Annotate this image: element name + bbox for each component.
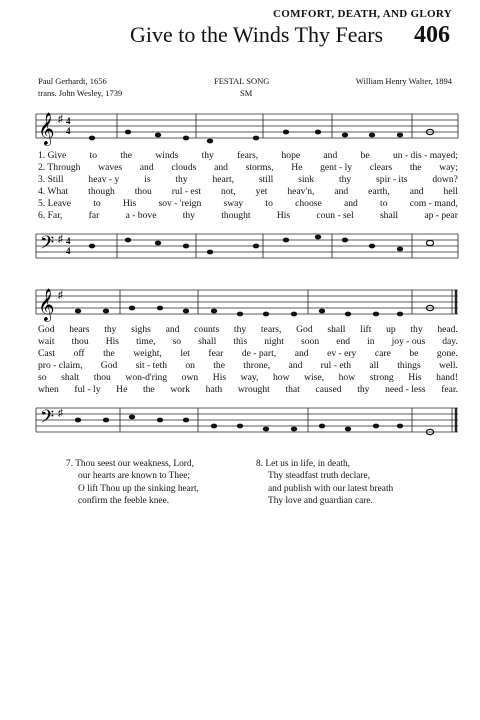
lyric-word: work xyxy=(170,384,191,395)
lyric-word: on xyxy=(185,360,195,371)
lyric-word: the xyxy=(409,162,422,173)
stanza-line: our hearts are known to Thee; xyxy=(78,471,191,482)
treble-staff-2 xyxy=(0,284,480,328)
lyric-word: won-d'ring xyxy=(125,372,168,383)
lyric-word: and xyxy=(288,360,303,371)
stanza-7 xyxy=(66,458,199,508)
section-heading: COMFORT, DEATH, AND GLORY xyxy=(273,8,452,20)
lyric-word: thy xyxy=(410,324,423,335)
lyric-word: to xyxy=(265,198,273,209)
lyric-word: way; xyxy=(439,162,458,173)
lyric-word: be xyxy=(360,150,370,161)
lyric-word: end xyxy=(336,336,351,347)
lyric-word: hope xyxy=(281,150,301,161)
svg-text:♯: ♯ xyxy=(58,234,63,245)
lyric-word: His xyxy=(408,372,422,383)
lyric-word: thou xyxy=(71,336,89,347)
lyric-word: 5. Leave xyxy=(38,198,72,209)
lyric-word: to xyxy=(380,198,388,209)
lyric-word: soon xyxy=(301,336,320,347)
lyric-word: choose xyxy=(295,198,322,209)
lyric-word: wait xyxy=(38,336,55,347)
lyric-word: and xyxy=(165,324,180,335)
lyric-word: the xyxy=(103,348,115,359)
lyric-word: heav'n, xyxy=(287,186,315,197)
lyric-word: when xyxy=(38,384,59,395)
lyric-word: to xyxy=(93,198,101,209)
lyric-word: the xyxy=(142,384,155,395)
stanza-line: Thy love and guardian care. xyxy=(268,496,373,507)
lyric-word: His xyxy=(212,372,227,383)
lyric-word: thou xyxy=(93,372,111,383)
lyric-line xyxy=(38,360,458,372)
lyric-word: to xyxy=(89,150,98,161)
stanza-line: 7. Thou seest our weakness, Lord, xyxy=(66,459,194,469)
lyric-word: far xyxy=(88,210,100,221)
lyric-word: thought xyxy=(221,210,251,221)
lyric-word: God xyxy=(100,360,118,371)
bass-clef-icon: 𝄢 xyxy=(40,406,55,431)
lyric-word: heart, xyxy=(212,174,235,185)
lyric-word: yet xyxy=(255,186,268,197)
lyric-word: thou xyxy=(134,186,152,197)
lyric-word: how xyxy=(338,372,356,383)
lyric-word: hath xyxy=(205,384,223,395)
lyric-line xyxy=(38,384,458,396)
lyric-word: day. xyxy=(442,336,458,347)
lyric-word: tears, xyxy=(260,324,282,335)
lyric-word: sway xyxy=(223,198,244,209)
lyric-word: thy xyxy=(233,324,247,335)
lyric-word: He xyxy=(291,162,303,173)
lyric-word: rul - eth xyxy=(320,360,352,371)
lyric-word: gent - ly xyxy=(320,162,353,173)
lyric-word: fears, xyxy=(237,150,259,161)
lyric-word: His xyxy=(122,198,137,209)
svg-text:♯: ♯ xyxy=(58,114,63,125)
bass-staff-2 xyxy=(0,400,480,444)
lyric-word: so xyxy=(172,336,182,347)
svg-text:4: 4 xyxy=(66,116,71,126)
lyric-word: the xyxy=(213,360,225,371)
lyric-word: 3. Still xyxy=(38,174,64,185)
hymn-title: Give to the Winds Thy Fears xyxy=(130,22,384,47)
lyric-word: how xyxy=(272,372,290,383)
lyric-word: shalt xyxy=(61,372,80,383)
lyric-line xyxy=(38,324,458,336)
lyric-word: sov - 'reign xyxy=(158,198,202,209)
lyric-word: and xyxy=(334,186,349,197)
lyric-word: God xyxy=(296,324,313,335)
lyric-word: 1. Give xyxy=(38,150,67,161)
lyric-word: thy xyxy=(357,384,370,395)
lyric-word: His xyxy=(105,336,120,347)
lyric-word: wise, xyxy=(304,372,325,383)
lyric-word: a - bove xyxy=(125,210,157,221)
stanza-line: O lift Thou up the sinking heart, xyxy=(78,483,199,494)
lyric-line xyxy=(38,174,458,186)
lyric-word: He xyxy=(116,384,128,395)
lyric-word: this xyxy=(233,336,248,347)
lyric-word: and xyxy=(323,150,338,161)
lyric-word: thy xyxy=(104,324,117,335)
lyric-word: sit - teth xyxy=(135,360,168,371)
svg-text:♯: ♯ xyxy=(58,408,63,419)
author-credit: Paul Gerhardt, 1656 xyxy=(38,76,107,86)
lyric-word: let xyxy=(180,348,190,359)
lyric-word: rul - est xyxy=(171,186,202,197)
lyric-word: be xyxy=(409,348,419,359)
lyric-line xyxy=(38,210,458,222)
lyric-word: down? xyxy=(432,174,458,185)
lyric-word: that xyxy=(285,384,300,395)
lyric-word: com - mand, xyxy=(409,198,458,209)
lyric-word: thy xyxy=(201,150,214,161)
lyric-word: fear. xyxy=(441,384,458,395)
lyric-word: joy - ous xyxy=(391,336,426,347)
svg-text:4: 4 xyxy=(66,246,71,256)
composer-credit: William Henry Walter, 1894 xyxy=(355,76,452,86)
stanza-8 xyxy=(256,458,393,508)
lyric-word: not, xyxy=(221,186,236,197)
lyric-word: things xyxy=(397,360,421,371)
lyric-word: sink xyxy=(298,174,315,185)
lyric-word: shall xyxy=(379,210,399,221)
lyric-word: weight, xyxy=(133,348,162,359)
lyric-word: need - less xyxy=(385,384,426,395)
lyric-word: ful - ly xyxy=(74,384,101,395)
lyric-word: wrought xyxy=(237,384,270,395)
treble-staff-1 xyxy=(0,108,480,152)
treble-clef-icon: 𝄞 xyxy=(38,114,55,145)
lyric-word: strong xyxy=(369,372,394,383)
lyric-word: up xyxy=(386,324,396,335)
lyric-word: pro - claim, xyxy=(38,360,83,371)
meter: SM xyxy=(240,88,253,98)
stanza-line: 8. Let us in life, in death, xyxy=(256,459,350,469)
lyric-word: His xyxy=(276,210,291,221)
lyric-word: hell xyxy=(443,186,458,197)
lyric-word: counts xyxy=(194,324,220,335)
hymn-number: 406 xyxy=(414,22,450,48)
bass-clef-icon: 𝄢 xyxy=(40,232,55,257)
lyric-word: in xyxy=(367,336,375,347)
lyric-word: and xyxy=(409,186,424,197)
lyric-word: un - dis - mayed; xyxy=(392,150,458,161)
lyric-word: and xyxy=(343,198,358,209)
lyric-line xyxy=(38,150,458,162)
lyric-word: storms, xyxy=(245,162,274,173)
lyric-word: the xyxy=(120,150,133,161)
lyric-word: ev - ery xyxy=(327,348,357,359)
lyric-line xyxy=(38,186,458,198)
lyric-line xyxy=(38,162,458,174)
stanza-line: Thy steadfast truth declare, xyxy=(268,471,371,482)
lyric-word: heav - y xyxy=(88,174,120,185)
lyric-word: earth, xyxy=(368,186,390,197)
lyric-word: waves xyxy=(98,162,123,173)
lyric-word: and xyxy=(139,162,154,173)
lyric-word: lift xyxy=(360,324,372,335)
lyric-word: care xyxy=(374,348,391,359)
lyric-word: de - part, xyxy=(241,348,277,359)
verses-system-2 xyxy=(38,324,458,396)
lyric-word: 6. Far, xyxy=(38,210,63,221)
lyric-word: own xyxy=(181,372,199,383)
lyric-word: shall xyxy=(198,336,217,347)
lyric-word: well. xyxy=(439,360,458,371)
lyric-word: thy xyxy=(182,210,195,221)
lyric-word: so xyxy=(38,372,47,383)
lyric-word: way, xyxy=(240,372,259,383)
lyric-word: thy xyxy=(175,174,188,185)
lyric-word: throne, xyxy=(243,360,271,371)
lyric-word: and xyxy=(294,348,309,359)
svg-text:♯: ♯ xyxy=(58,290,63,301)
stanza-line: and publish with our latest breath xyxy=(268,483,394,494)
translator-credit: trans. John Wesley, 1739 xyxy=(38,88,123,98)
lyric-line xyxy=(38,372,458,384)
lyric-line xyxy=(38,336,458,348)
lyric-word: still xyxy=(258,174,274,185)
lyric-word: 2. Through xyxy=(38,162,81,173)
treble-clef-icon: 𝄞 xyxy=(38,290,55,321)
lyric-word: clears xyxy=(369,162,393,173)
lyric-word: is xyxy=(144,174,151,185)
lyric-word: off xyxy=(73,348,85,359)
lyric-word: time, xyxy=(136,336,156,347)
lyric-word: head. xyxy=(437,324,458,335)
lyric-word: spir - its xyxy=(376,174,408,185)
verses-system-1 xyxy=(38,150,458,222)
lyric-word: though xyxy=(88,186,115,197)
tune-name: FESTAL SONG xyxy=(214,76,270,86)
lyric-word: thy xyxy=(338,174,352,185)
lyric-line xyxy=(38,348,458,360)
lyric-word: ap - pear xyxy=(424,210,458,221)
lyric-word: hand! xyxy=(436,372,458,383)
lyric-word: clouds xyxy=(171,162,197,173)
lyric-word: hears xyxy=(69,324,90,335)
svg-text:4: 4 xyxy=(66,126,71,136)
lyric-line xyxy=(38,198,458,210)
svg-text:4: 4 xyxy=(66,236,71,246)
lyric-word: gone. xyxy=(436,348,458,359)
lyric-word: Cast xyxy=(38,348,56,359)
lyric-word: coun - sel xyxy=(316,210,354,221)
lyric-word: caused xyxy=(315,384,342,395)
lyric-word: 4. What xyxy=(38,186,69,197)
lyric-word: winds xyxy=(155,150,179,161)
lyric-word: night xyxy=(264,336,284,347)
bass-staff-1 xyxy=(0,226,480,270)
lyric-word: fear xyxy=(208,348,224,359)
lyric-word: and xyxy=(214,162,228,173)
lyric-word: all xyxy=(369,360,379,371)
stanza-line: confirm the feeble knee. xyxy=(78,496,170,507)
lyric-word: shall xyxy=(327,324,346,335)
lyric-word: sighs xyxy=(131,324,151,335)
lyric-word: God xyxy=(38,324,55,335)
